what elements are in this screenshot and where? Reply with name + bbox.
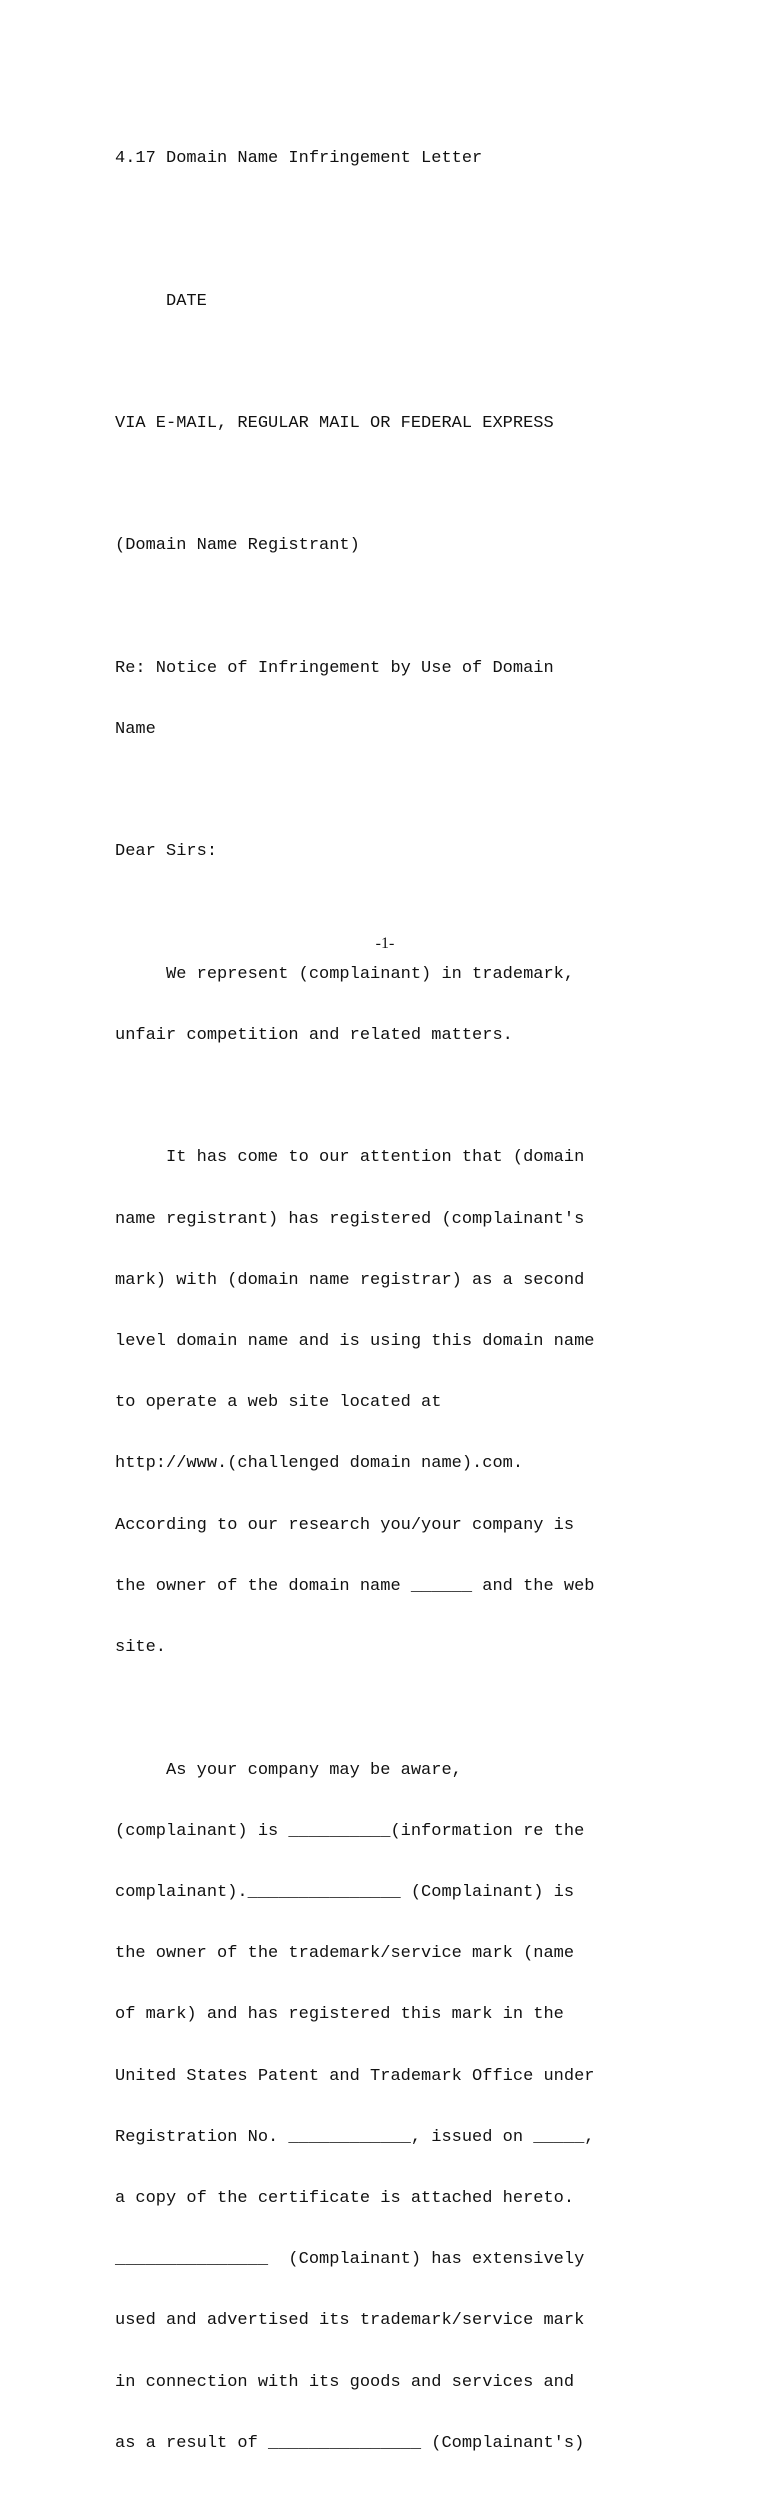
- letter-body: [115, 108, 675, 2495]
- paragraph-2-line: name registrant) has registered (complainant's: [115, 1209, 585, 1229]
- paragraph-3-line: United States Patent and Trademark Office under: [115, 2066, 595, 2086]
- spacer: [115, 1087, 675, 1107]
- paragraph-3-line: a copy of the certificate is attached hereto.: [115, 2188, 575, 2208]
- paragraph-3-line: in connection with its goods and services and: [115, 2372, 575, 2392]
- paragraph-2-line: the owner of the domain name ______ and the web: [115, 1576, 595, 1596]
- paragraph-2-line: level domain name and is using this domain name: [115, 1332, 595, 1352]
- date-line: DATE: [115, 291, 207, 311]
- subject-line: Name: [115, 720, 156, 740]
- paragraph-3-line: used and advertised its trademark/service mark: [115, 2311, 585, 2331]
- paragraph-1-line: We represent (complainant) in trademark,: [115, 964, 575, 984]
- spacer: [115, 210, 675, 251]
- recipient-line: (Domain Name Registrant): [115, 536, 360, 556]
- paragraph-2-line: mark) with (domain name registrar) as a second: [115, 1270, 585, 1290]
- paragraph-3-line: (complainant) is __________(information re the: [115, 1821, 585, 1841]
- salutation: Dear Sirs:: [115, 842, 218, 862]
- paragraph-3-line: Registration No. ____________, issued on _____,: [115, 2127, 595, 2147]
- paragraph-3-line: As your company may be aware,: [115, 1760, 462, 1780]
- spacer: [115, 781, 675, 801]
- spacer: [115, 353, 675, 373]
- paragraph-3-line: as a result of _______________ (Complainant's): [115, 2433, 585, 2453]
- spacer: [115, 904, 675, 924]
- delivery-method: VIA E-MAIL, REGULAR MAIL OR FEDERAL EXPRESS: [115, 414, 554, 434]
- paragraph-2-line: to operate a web site located at: [115, 1393, 442, 1413]
- spacer: [115, 475, 675, 495]
- paragraph-1-line: unfair competition and related matters.: [115, 1026, 513, 1046]
- page-number: -1-: [375, 935, 395, 952]
- paragraph-2-line: site.: [115, 1638, 167, 1658]
- paragraph-3-line: of mark) and has registered this mark in the: [115, 2005, 564, 2025]
- paragraph-3-line: _______________ (Complainant) has extensively: [115, 2250, 585, 2270]
- paragraph-2-line: It has come to our attention that (domain: [115, 1148, 585, 1168]
- letter-title: 4.17 Domain Name Infringement Letter: [115, 148, 483, 168]
- paragraph-3-line: complainant)._______________ (Complainant) is: [115, 1882, 575, 1902]
- paragraph-2-line: According to our research you/your company is: [115, 1515, 575, 1535]
- spacer: [115, 598, 675, 618]
- spacer: [115, 1699, 675, 1719]
- paragraph-2-line: http://www.(challenged domain name).com.: [115, 1454, 524, 1474]
- subject-line: Re: Notice of Infringement by Use of Domain: [115, 658, 554, 678]
- paragraph-3-line: the owner of the trademark/service mark (name: [115, 1944, 575, 1964]
